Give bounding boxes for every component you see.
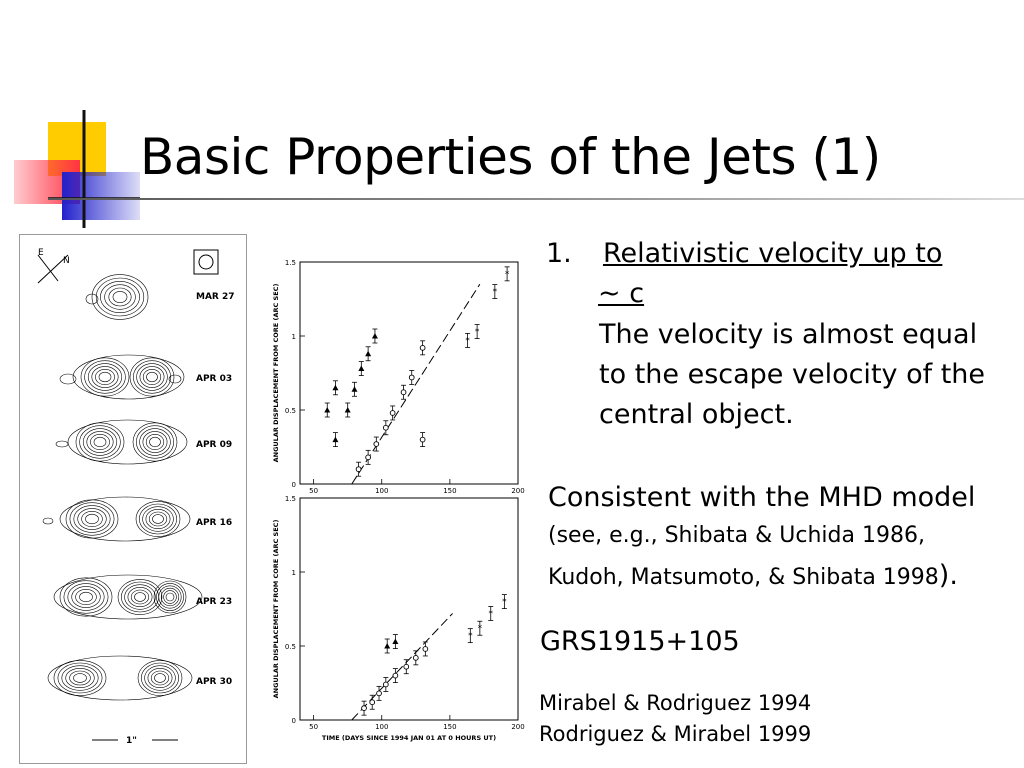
- contour-envelope-3: [68, 420, 187, 464]
- data-point: [384, 643, 390, 649]
- contour-4: [70, 503, 114, 536]
- mhd-line-1: Consistent with the MHD model: [548, 482, 976, 513]
- y-axis-label: ANGULAR DISPLACEMENT FROM CORE (ARC SEC): [272, 519, 280, 699]
- epoch-label-2: APR 03: [196, 374, 233, 384]
- data-point: *: [502, 597, 507, 608]
- contour-2: [147, 372, 158, 382]
- y-tick-label: 0: [291, 481, 296, 489]
- mhd-line-3-text: Kudoh, Matsumoto, & Shibata 1998: [548, 565, 939, 590]
- contour-3: [80, 426, 121, 459]
- contour-6: [58, 663, 102, 693]
- object-name: GRS1915+105: [540, 626, 740, 657]
- contour-2: [99, 372, 111, 382]
- contour-5: [76, 589, 97, 604]
- data-point: [372, 333, 378, 339]
- contour-6: [70, 671, 91, 685]
- deco-blue-bar: [62, 172, 140, 220]
- contour-5: [125, 585, 156, 610]
- data-point: [365, 351, 371, 357]
- contour-2: [95, 369, 114, 384]
- data-point: [420, 345, 425, 350]
- title-decoration: [0, 100, 140, 230]
- epoch-label-5: APR 23: [196, 597, 233, 607]
- contour-3: [146, 434, 164, 449]
- data-point: [352, 386, 358, 392]
- data-point: [356, 467, 361, 472]
- contour-4: [74, 506, 110, 533]
- contour-2: [88, 364, 122, 391]
- y-axis-label: ANGULAR DISPLACEMENT FROM CORE (ARC SEC): [272, 283, 280, 463]
- plot-2: [272, 495, 525, 742]
- contour-5: [164, 591, 177, 604]
- contour-2: [143, 369, 161, 384]
- x-tick-label: 150: [443, 723, 457, 731]
- data-point: *: [474, 327, 480, 338]
- data-point: [383, 425, 388, 430]
- list-number: 1.: [546, 238, 572, 269]
- epoch-label-6: APR 30: [196, 677, 233, 687]
- y-tick-label: 1.5: [284, 495, 296, 503]
- contour-1: [105, 285, 136, 310]
- radio-map-panel: [19, 234, 247, 764]
- x-tick-label: 50: [309, 723, 319, 731]
- compass-n-label: N: [63, 256, 70, 266]
- contour-3: [136, 426, 173, 459]
- contour-2: [137, 364, 168, 391]
- data-point: *: [465, 336, 470, 347]
- contour-4: [149, 512, 167, 526]
- data-point: [404, 664, 409, 669]
- data-point: [345, 407, 351, 413]
- epoch-label-1: MAR 27: [196, 292, 235, 302]
- contour-3: [94, 437, 106, 447]
- contour-6: [155, 674, 166, 683]
- contour-5: [156, 583, 183, 610]
- contour-5: [64, 581, 108, 614]
- contour-5: [121, 582, 158, 612]
- x-tick-label: 200: [511, 487, 525, 495]
- data-point: *: [492, 287, 498, 298]
- contour-6: [151, 671, 169, 685]
- x-tick-label: 100: [375, 487, 389, 495]
- displacement-plots: [262, 254, 532, 744]
- data-point: [401, 390, 406, 395]
- y-tick-label: 0.5: [284, 643, 296, 651]
- contour-6: [74, 674, 87, 683]
- contour-6: [145, 666, 176, 691]
- contour-2: [85, 361, 126, 394]
- data-point: [358, 366, 364, 372]
- mhd-line-3: [548, 556, 958, 598]
- contour-4: [82, 511, 103, 526]
- contour-1: [113, 291, 127, 302]
- contour-5: [166, 593, 174, 601]
- plot-frame: [300, 262, 518, 484]
- data-point: [383, 682, 388, 687]
- y-tick-label: 0.5: [284, 407, 296, 415]
- y-tick-label: 0: [291, 717, 296, 725]
- reference-1: Mirabel & Rodriguez 1994: [539, 691, 812, 715]
- contour-4: [143, 507, 174, 532]
- x-tick-label: 50: [309, 487, 319, 495]
- contour-4: [139, 504, 176, 534]
- fit-line: [352, 284, 480, 484]
- data-point: [409, 375, 414, 380]
- contour-3: [150, 437, 161, 447]
- data-point: [393, 673, 398, 678]
- scale-bar-label: 1": [126, 736, 137, 746]
- relativistic-velocity-text: Relativistic velocity up to: [602, 238, 943, 269]
- contour-5: [131, 590, 149, 604]
- data-point: [377, 691, 382, 696]
- list-item-line2: [546, 274, 644, 314]
- contour-1: [100, 281, 139, 312]
- data-point: [392, 639, 398, 645]
- data-point: [332, 385, 338, 391]
- y-tick-label: 1: [291, 569, 296, 577]
- contour-envelope-4: [60, 497, 190, 541]
- velocity-desc-line-1: The velocity is almost equal: [599, 319, 978, 350]
- plot-1: [272, 259, 525, 495]
- slide-title: Basic Properties of the Jets (1): [140, 128, 881, 186]
- beam-box: [194, 250, 218, 274]
- data-point: *: [468, 631, 473, 642]
- data-point: [390, 411, 395, 416]
- contour-3: [83, 429, 117, 456]
- data-point: [366, 455, 371, 460]
- compass-e-label: E: [38, 248, 44, 258]
- plot-frame: [300, 498, 518, 720]
- title-rule: [48, 198, 1024, 200]
- x-tick-label: 150: [443, 487, 457, 495]
- contour-maps: [43, 275, 202, 700]
- contour-2: [133, 361, 170, 394]
- data-point: [423, 647, 428, 652]
- velocity-desc-line-2: to the escape velocity of the: [599, 359, 986, 390]
- reference-2: Rodriguez & Mirabel 1999: [539, 722, 812, 746]
- data-point: [374, 442, 379, 447]
- y-tick-label: 1.5: [284, 259, 296, 267]
- data-point: [362, 706, 367, 711]
- contour-6: [62, 666, 98, 691]
- contour-3: [140, 429, 171, 456]
- contour-3: [90, 434, 109, 449]
- fit-line: [352, 613, 453, 720]
- contour-6: [141, 663, 178, 693]
- data-point: [332, 437, 338, 443]
- data-point: *: [504, 269, 510, 280]
- velocity-approx-c: ~ c: [598, 278, 645, 309]
- contour-knot-3: [56, 441, 68, 447]
- x-axis-label: TIME (DAYS SINCE 1994 JAN 01 AT 0 HOURS UT): [321, 734, 497, 742]
- data-point: *: [488, 609, 493, 620]
- y-tick-label: 1: [291, 333, 296, 341]
- x-tick-label: 100: [375, 723, 389, 731]
- contour-4: [153, 515, 164, 524]
- contour-5: [68, 584, 104, 611]
- mhd-line-2: (see, e.g., Shibata & Uchida 1986,: [548, 523, 925, 548]
- contour-5: [135, 593, 146, 602]
- list-item-1: [546, 234, 952, 274]
- contour-4: [86, 514, 99, 524]
- data-point: [420, 437, 425, 442]
- data-point: [370, 700, 375, 705]
- contour-knot-4: [43, 518, 53, 524]
- data-point: *: [477, 624, 483, 635]
- contour-5: [80, 592, 93, 602]
- contour-1: [109, 288, 131, 306]
- velocity-desc-line-3: central object.: [599, 399, 794, 430]
- epoch-label-4: APR 16: [196, 518, 233, 528]
- epoch-label-3: APR 09: [196, 440, 233, 450]
- contour-1: [96, 278, 144, 316]
- data-point: [324, 407, 330, 413]
- x-tick-label: 200: [511, 723, 525, 731]
- mhd-line-3-end: ).: [938, 560, 958, 591]
- data-point: [413, 655, 418, 660]
- contour-knot-2: [60, 374, 76, 384]
